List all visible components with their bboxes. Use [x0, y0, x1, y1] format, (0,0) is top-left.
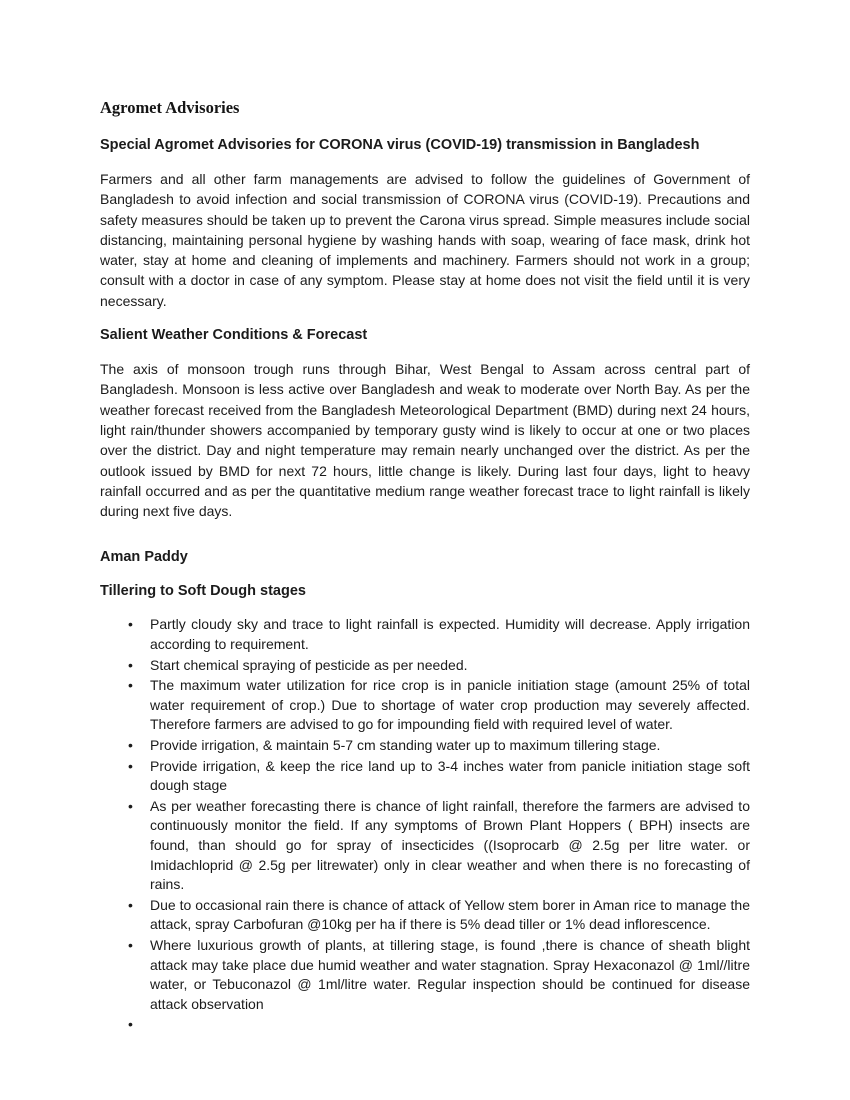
advisory-item: • The maximum water utilization for rice crop is in panicle initiation stage (amount 25% of total water requirement of crop.) Due to shortage of water crop production may severely affected. Therefore farmers are advised to go for impounding field with required level of water. — [150, 676, 750, 735]
paragraph-covid-guidelines: Farmers and all other farm managements are advised to follow the guidelines of Government of Bangladesh to avoid infection and social transmission of CORONA virus (COVID-19). Precautions and safety measures should be taken up to prevent the Carona virus spread. Simple measures include social distancing, maintaining personal hygiene by washing hands with soap, wearing of face mask, drink hot water, stay at home and cleaning of implements and machinery. Farmers should not work in a group; consult with a doctor in case of any symptom. Please stay at home does not visit the field until it is very necessary. — [100, 170, 750, 309]
heading-tillering-stage: Tillering to Soft Dough stages — [100, 583, 306, 600]
heading-weather-forecast: Salient Weather Conditions & Forecast — [100, 327, 368, 344]
advisory-item: • Start chemical spraying of pesticide as per needed. — [150, 656, 750, 676]
advisory-item: • Partly cloudy sky and trace to light rainfall is expected. Humidity will decrease. Apply irrigation according to requirement. — [150, 615, 750, 654]
advisory-bullet-list — [100, 615, 750, 1014]
advisory-item: • Provide irrigation, & maintain 5-7 cm standing water up to maximum tillering stage. — [150, 736, 750, 756]
advisory-item: • Where luxurious growth of plants, at tillering stage, is found ,there is chance of sheath blight attack may take place due humid weather and water stagnation. Spray Hexaconazol @ 1ml//litre water, or Tebuconazol @ 1ml/litre water. Regular inspection should be continued for disease attack observation — [150, 936, 750, 1014]
advisory-item: • As per weather forecasting there is chance of light rainfall, therefore the farmers are advised to continuously monitor the field. If any symptoms of Brown Plant Hoppers ( BPH) insects are found, than should go for spray of insecticides ((Isoprocarb @ 2.5g per litre water. or Imidachloprid @ 2.5g per litrewater) only in clear weather and when there is no forecasting of rains. — [150, 797, 750, 895]
paragraph-weather-forecast: The axis of monsoon trough runs through Bihar, West Bengal to Assam across central part of Bangladesh. Monsoon is less active over Bangladesh and weak to moderate over North Bay. As per the weather forecast received from the Bangladesh Meteorological Department (BMD) during next 24 hours, light rain/thunder showers accompanied by temporary gusty wind is likely to occur at one or two places over the district. Day and night temperature may remain nearly unchanged over the district. As per the outlook issued by BMD for next 72 hours, little change is likely. During last four days, light to heavy rainfall occurred and as per the quantitative medium range weather forecast trace to light rainfall is likely during next five days. — [100, 361, 750, 520]
advisory-item: • Provide irrigation, & keep the rice land up to 3-4 inches water from panicle initiation stage soft dough stage — [150, 757, 750, 796]
heading-special-advisories: Special Agromet Advisories for CORONA virus (COVID-19) transmission in Bangladesh — [100, 136, 700, 153]
advisory-item: • Due to occasional rain there is chance of attack of Yellow stem borer in Aman rice to manage the attack, spray Carbofuran @10kg per ha if there is 5% dead tiller or 1% dead inflorescence. — [150, 896, 750, 935]
document-title: Agromet Advisories — [100, 98, 240, 117]
heading-aman-paddy: Aman Paddy — [100, 549, 188, 566]
